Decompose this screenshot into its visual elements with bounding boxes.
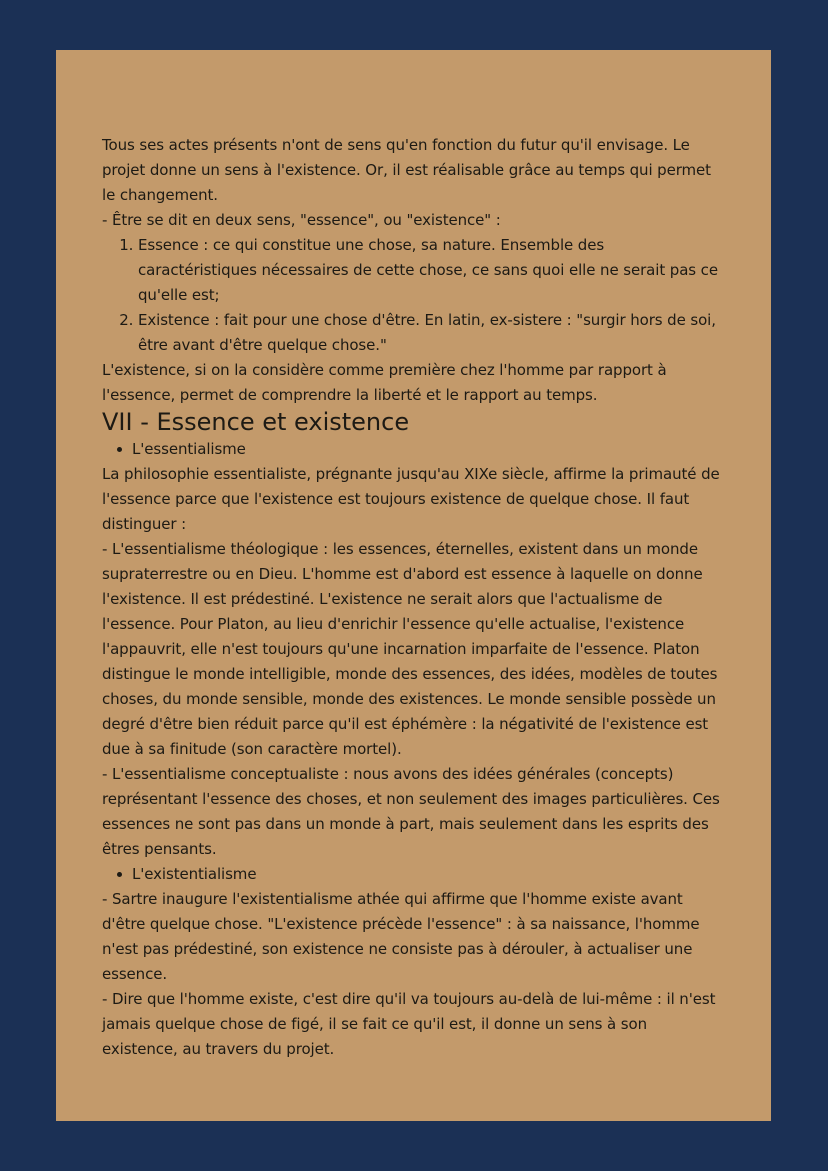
intro-paragraph-1: Tous ses actes présents n'ont de sens qu'en fonction du futur qu'il envisage. Le projet donne un sens à l'existence. Or, il est réalisable grâce au temps qui permet le changement. xyxy=(102,136,711,204)
bullet-label: L'essentialisme xyxy=(132,440,246,458)
section-heading: VII - Essence et existence xyxy=(102,408,410,436)
list-item-existence: 2. Existence : fait pour une chose d'être. En latin, ex-sistere : "surgir hors de soi, être avant d'être quelque chose." xyxy=(138,308,727,358)
intro-paragraph-3: L'existence, si on la considère comme première chez l'homme par rapport à l'essence, permet de comprendre la liberté et le rapport au temps. xyxy=(102,361,667,404)
document-body xyxy=(102,133,727,1062)
section-paragraph-2: - L'essentialisme théologique : les essences, éternelles, existent dans un monde supraterrestre ou en Dieu. L'homme est d'abord est essence à laquelle on donne l'existence. Il est prédestiné. L'existence ne serait alors que l'actualisme de l'essence. Pour Platon, au lieu d'enrichir l'essence qu'elle actualise, l'existence l'appauvrit, elle n'est toujours qu'une incarnation imparfaite de l'essence. Platon distingue le monde intelligible, monde des essences, des idées, modèles de toutes choses, du monde sensible, monde des existences. Le monde sensible possède un degré d'être bien réduit parce qu'il est éphémère : la négativité de l'existence est due à sa finitude (son caractère mortel). xyxy=(102,540,718,758)
bullet-label: L'existentialisme xyxy=(132,865,257,883)
bullet-dot-icon xyxy=(117,447,122,452)
bullet-existentialisme xyxy=(132,862,727,887)
bullet-list-existentialisme xyxy=(102,862,727,887)
definitions-list xyxy=(102,233,727,358)
list-item-essence: 1. Essence : ce qui constitue une chose, sa nature. Ensemble des caractéristiques nécessaires de cette chose, ce sans quoi elle ne serait pas ce qu'elle est; xyxy=(138,233,727,308)
intro-paragraph-2: - Être se dit en deux sens, "essence", ou "existence" : xyxy=(102,211,501,229)
bullet-dot-icon xyxy=(117,872,122,877)
section-paragraph-3: - L'essentialisme conceptualiste : nous avons des idées générales (concepts) représentant l'essence des choses, et non seulement des images particulières. Ces essences ne sont pas dans un monde à part, mais seulement dans les esprits des êtres pensants. xyxy=(102,765,720,858)
bullet-list-essentialisme xyxy=(102,437,727,462)
section-paragraph-1: La philosophie essentialiste, prégnante jusqu'au XIXe siècle, affirme la primauté de l'essence parce que l'existence est toujours existence de quelque chose. Il faut distinguer : xyxy=(102,465,720,533)
document-page xyxy=(56,50,771,1121)
section-paragraph-4: - Sartre inaugure l'existentialisme athée qui affirme que l'homme existe avant d'être quelque chose. "L'existence précède l'essence" : à sa naissance, l'homme n'est pas prédestiné, son existence ne consiste pas à dérouler, à actualiser une essence. xyxy=(102,890,700,983)
bullet-essentialisme xyxy=(132,437,727,462)
section-paragraph-5: - Dire que l'homme existe, c'est dire qu'il va toujours au-delà de lui-même : il n'est jamais quelque chose de figé, il se fait ce qu'il est, il donne un sens à son existence, au travers du projet. xyxy=(102,990,716,1058)
